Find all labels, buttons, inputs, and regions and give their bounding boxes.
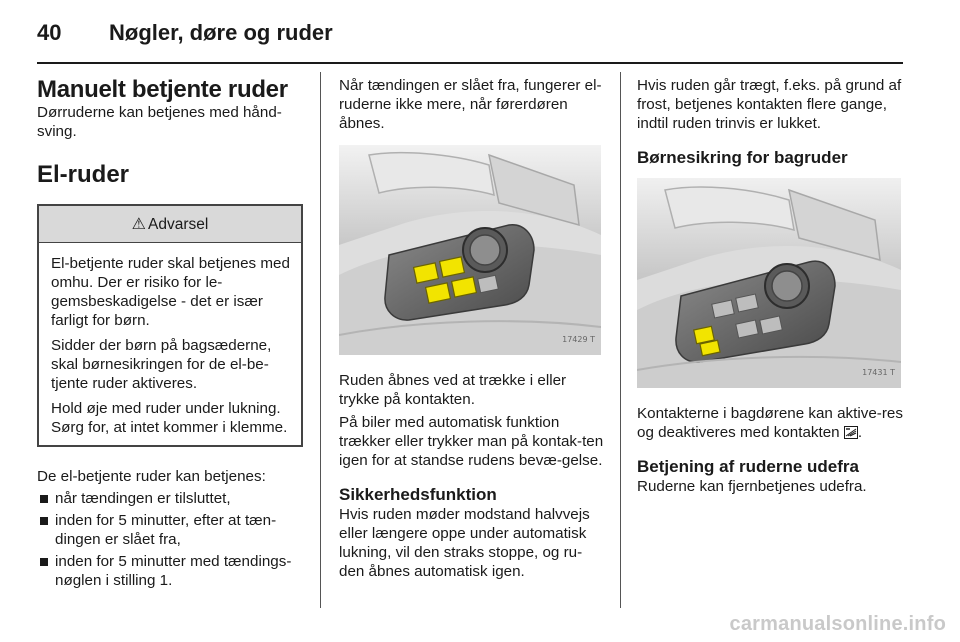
warning-body [39,243,301,445]
open-window-text: Ruden åbnes ved at trække i eller trykke på kontakten. [339,372,567,408]
remote-operation-text: Ruderne kan fjernbetjenes udefra. [637,478,867,495]
page-header [37,16,903,50]
heading-remote-operation: Betjening af ruderne udefra [637,457,859,476]
ignition-off-text: Når tændingen er slået fra, fungerer el-ruderne ikke mere, når førerdøren åbnes. [339,77,602,132]
heading-electric-windows: El-ruder [37,161,130,188]
page-number: 40 [37,20,62,45]
warning-text-2: Sidder der børn på bagsæderne, skal børnesikringen for de el-be-tjente ruder aktiveres. [51,337,272,392]
bullet-square-icon [40,517,48,525]
warning-box [37,204,303,447]
column-2 [339,76,607,581]
chapter-title: Nøgler, døre og ruder [109,20,333,45]
watermark: carmanualsonline.info [729,613,946,635]
figure-id: 17431 T [862,368,895,377]
warning-text-1: El-betjente ruder skal betjenes med omhu. Der er risiko for le-gemsbeskadigelse - det er især farligt for børn. [51,255,290,329]
column-divider-2 [620,72,621,608]
manual-windows-text: Dørruderne kan betjenes med hånd-sving. [37,104,282,140]
bullet-square-icon [40,558,48,566]
child-lock-figure [637,178,901,388]
heading-manual-windows: Manuelt betjente ruder [37,76,288,103]
column-3 [637,76,905,496]
column-divider-1 [320,72,321,608]
safety-function-text: Hvis ruden møder modstand halvvejs eller længere oppe under automatisk lukning, vil den straks stoppe, og ru-den åbnes automatisk igen. [339,506,590,580]
list-item: inden for 5 minutter med tændings-nøglen i stilling 1. [37,552,307,590]
warning-triangle-icon: ⚠ [131,215,147,233]
list-item: inden for 5 minutter, efter at tæn-dingen er slået fra, [37,511,307,549]
operation-intro: De el-betjente ruder kan betjenes: [37,468,266,485]
bullet-square-icon [40,495,48,503]
child-lock-switch-icon [844,426,858,439]
operation-conditions-list [37,489,307,590]
header-rule [37,62,903,64]
auto-function-text: På biler med automatisk funktion trækker eller trykker man på kontak-ten igen for at standse rudens bevæ-gelse. [339,414,604,469]
heading-safety-function: Sikkerhedsfunktion [339,485,497,504]
list-item: når tændingen er tilsluttet, [37,489,307,508]
column-1 [37,76,307,590]
warning-title: Advarsel [148,215,209,233]
warning-header [39,206,301,243]
heading-child-lock: Børnesikring for bagruder [637,148,848,167]
child-lock-text: Kontakterne i bagdørene kan aktive-res og deaktiveres med kontakten . [637,405,903,441]
figure-id: 17429 T [562,335,595,344]
frost-text: Hvis ruden går trægt, f.eks. på grund af frost, betjenes kontakten flere gange, indtil ruden trinvis er lukket. [637,77,902,132]
warning-text-3: Hold øje med ruder under lukning. Sørg for, at intet kommer i klemme. [51,400,288,436]
window-switch-figure [339,145,601,355]
